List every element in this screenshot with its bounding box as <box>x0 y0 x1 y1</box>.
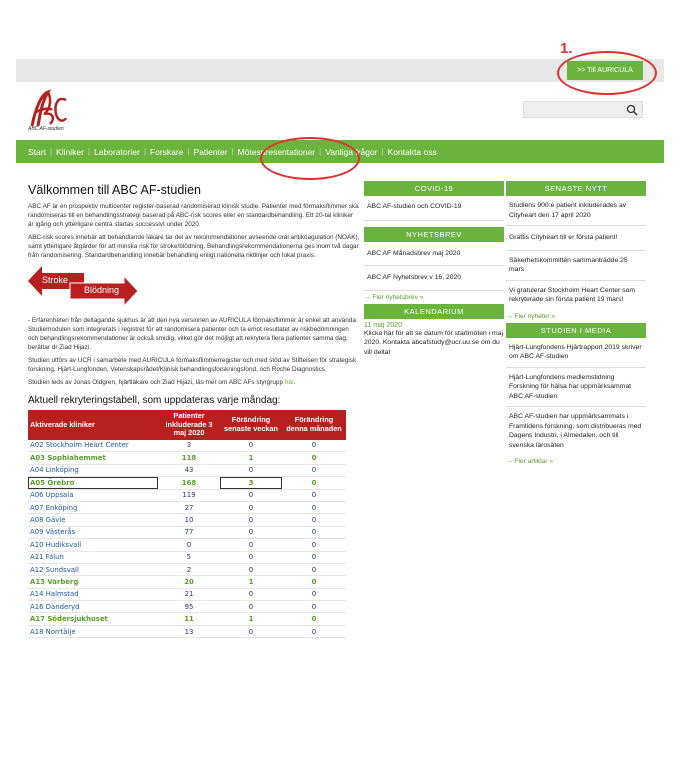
logo-tagline: ABC AF-studien <box>28 126 64 132</box>
news-item[interactable]: Grattis Cityheart till er första patient! <box>506 226 646 251</box>
nav-separator: | <box>143 147 146 156</box>
nav-item-laboratorier[interactable]: Laboratorier <box>93 146 140 157</box>
week-change-cell: 3 <box>220 477 282 489</box>
covid-heading: COVID-19 <box>364 181 504 196</box>
patients-cell: 20 <box>158 576 220 588</box>
leadership-end: . <box>293 379 296 386</box>
table-row <box>28 539 346 551</box>
newsletter-heading: NYHETSBREV <box>364 227 504 242</box>
table-row <box>28 452 346 464</box>
table-row <box>28 601 346 613</box>
table-row <box>28 588 346 600</box>
patients-cell: 10 <box>158 514 220 526</box>
nav-separator: | <box>87 147 90 156</box>
table-row <box>28 489 346 501</box>
month-change-cell: 0 <box>282 526 346 538</box>
table-row <box>28 514 346 526</box>
clinic-name-cell[interactable]: A08 Gävle <box>28 514 158 526</box>
clinic-name-cell[interactable]: A16 Danderyd <box>28 601 158 613</box>
clinic-name-cell[interactable]: A05 Örebro <box>28 477 158 489</box>
patients-cell: 5 <box>158 551 220 563</box>
patients-cell: 3 <box>158 440 220 452</box>
month-change-cell: 0 <box>282 539 346 551</box>
column-header-week-change: Förändring senaste veckan <box>220 410 282 440</box>
week-change-cell: 0 <box>220 464 282 476</box>
clinic-name-cell[interactable]: A03 Sophiahemmet <box>28 452 158 464</box>
month-change-cell: 0 <box>282 625 346 637</box>
nav-separator: | <box>319 147 322 156</box>
patients-cell: 168 <box>158 477 220 489</box>
patients-cell: 43 <box>158 464 220 476</box>
table-row <box>28 563 346 575</box>
month-change-cell: 0 <box>282 477 346 489</box>
table-row <box>28 551 346 563</box>
clinic-name-cell[interactable]: A13 Varberg <box>28 576 158 588</box>
annotation-number: 1. <box>560 40 573 57</box>
month-change-cell: 0 <box>282 601 346 613</box>
more-newsletters-link[interactable]: → Fler nyhetsbrev » <box>364 293 424 301</box>
nav-item-start[interactable]: Start <box>28 146 46 157</box>
nav-item-vanliga-fragor[interactable]: Vanliga frågor <box>325 146 378 157</box>
table-row <box>28 613 346 625</box>
table-row <box>28 477 346 489</box>
clinic-name-cell[interactable]: A09 Västerås <box>28 526 158 538</box>
table-row <box>28 625 346 637</box>
more-news-link[interactable]: → Fler nyheter » <box>506 312 556 320</box>
nav-separator: | <box>187 147 190 156</box>
week-change-cell: 0 <box>220 539 282 551</box>
clinic-name-cell[interactable]: A07 Enköping <box>28 501 158 513</box>
search-icon[interactable] <box>626 104 638 116</box>
week-change-cell: 0 <box>220 563 282 575</box>
month-change-cell: 0 <box>282 563 346 575</box>
arrow-label-blodning: Blödning <box>84 285 120 295</box>
nav-separator: | <box>231 147 234 156</box>
news-item[interactable]: Studiens 900:e patient inkluderades av Cityheart den 17 april 2020 <box>506 196 646 226</box>
nav-item-patienter[interactable]: Patienter <box>193 146 228 157</box>
week-change-cell: 0 <box>220 501 282 513</box>
media-item[interactable]: Hjärt-Lungfondens Hjärtrapport 2019 skriver om ABC AF-studien <box>506 338 646 368</box>
media-item[interactable]: Hjärt-Lungfondens medlemstidning Forskning för hälsa har uppmärksammat ABC AF-studien <box>506 368 646 408</box>
clinic-name-cell[interactable]: A06 Uppsala <box>28 489 158 501</box>
news-item[interactable]: Säkerhetskommittén sammanträdde 25 mars <box>506 251 646 281</box>
clinic-name-cell[interactable]: A14 Halmstad <box>28 588 158 600</box>
week-change-cell: 0 <box>220 551 282 563</box>
clinic-name-cell[interactable]: A10 Hudiksvall <box>28 539 158 551</box>
media-item[interactable]: ABC AF-studien har uppmärksammats i Framtidens forskning, som distribueras med Dagens Industri, i Almedalen, och till svenska lärosäten <box>509 413 642 449</box>
leadership-text: Studien leds av Jonas Oldgren, hjärtläkare och Ziad Hijazi, läs mer om ABC AFs styrgrupp <box>28 379 285 386</box>
month-change-cell: 0 <box>282 588 346 600</box>
week-change-cell: 1 <box>220 576 282 588</box>
week-change-cell: 0 <box>220 514 282 526</box>
newsletter-item[interactable]: ABC AF Nyhetsbrev v 16, 2020 <box>364 266 504 291</box>
calendar-heading: KALENDARIUM <box>364 304 504 319</box>
latest-news-heading: SENASTE NYTT <box>506 181 646 196</box>
recruitment-table-body <box>28 440 346 638</box>
nav-item-kliniker[interactable]: Kliniker <box>56 146 84 157</box>
intro-paragraph: ABC AF är en prospektiv multicenter register-baserad randomiserad klinisk studie. Patienter med förmaksflimmer ska randomiseras till en behandlingsstrategi baserad på ABC-risk scores eller en standardbehandling. Ett 20-tal kliniker är igång och ytterligare centra startas successivt under 2020. <box>28 203 359 228</box>
newsletter-item[interactable]: ABC AF Månadsbrev maj 2020 <box>364 242 504 267</box>
week-change-cell: 0 <box>220 526 282 538</box>
table-row <box>28 576 346 588</box>
patients-cell: 119 <box>158 489 220 501</box>
patients-cell: 13 <box>158 625 220 637</box>
nav-item-kontakta-oss[interactable]: Kontakta oss <box>387 146 437 157</box>
nav-item-forskare[interactable]: Forskare <box>149 146 184 157</box>
table-row <box>28 526 346 538</box>
news-item[interactable]: Vi gratulerar Stockholm Heart Center som rekryterade sin första patient 19 mars! <box>509 286 636 303</box>
patients-cell: 11 <box>158 613 220 625</box>
week-change-cell: 1 <box>220 452 282 464</box>
calendar-text: Klicka här för att se datum för startmöten i maj 2020. Kontakta abcafstudy@ucr.uu.se om du vill deltal <box>364 329 504 356</box>
main-content <box>28 183 360 638</box>
right-column <box>506 181 646 468</box>
table-row <box>28 464 346 476</box>
funding-paragraph: Studien utförs av UCR i samarbete med AURICULA förmaksflimmerregister och med stöd av Stiftelsen för strategisk forskning, Hjärt-Lungfonden, Vetenskapsrådet/Klinisk behandlingsforskningsfond, och Roche Diagnostics. <box>28 357 357 373</box>
steering-group-link[interactable]: här <box>284 379 294 386</box>
recruitment-table-title: Aktuell rekryteringstabell, som uppdateras varje måndag: <box>28 395 281 406</box>
month-change-cell: 0 <box>282 551 346 563</box>
week-change-cell: 0 <box>220 601 282 613</box>
month-change-cell: 0 <box>282 440 346 452</box>
week-change-cell: 0 <box>220 588 282 600</box>
calendar-date[interactable]: 11 maj 2020 <box>364 321 403 329</box>
search-input[interactable] <box>523 101 643 118</box>
arrow-label-stroke: Stroke <box>42 275 69 285</box>
nav-separator: | <box>381 147 384 156</box>
patients-cell: 21 <box>158 588 220 600</box>
experience-paragraph: - Erfarenheten från deltagande sjukhus är att den nya versionen av AURICULA förmaksflimmer är enkel att använda. Studiemodulen som integrerats i registret för att randomisera patienter och ta emot resultatet av riskbedömningen och behandlingsrekommendationer är också smidig, vilket gör det möjligt att rekrytera flera patienter samma dag, berättar dr Ziad Hijazi. <box>28 317 358 351</box>
patients-cell: 118 <box>158 452 220 464</box>
column-header-clinics: Aktiverade kliniker <box>28 410 158 440</box>
clinic-name-cell[interactable]: A17 Södersjukhuset <box>28 613 158 625</box>
double-arrow-icon <box>28 266 138 306</box>
clinic-name-cell[interactable]: A11 Falun <box>28 551 158 563</box>
clinic-name-cell[interactable]: A04 Linköping <box>28 464 158 476</box>
recruitment-table <box>28 410 346 638</box>
auricula-button[interactable]: >> Till AURICULA <box>567 61 643 80</box>
main-nav <box>16 140 664 163</box>
risk-paragraph: ABC-risk scores innebär att behandlande läkare tar del av rekommendationer avseende oral antikoagulation (NOAK), samt ytterligare åtgärder för att minska risk för stroke/blödning. Behandlingsrekommendationerna ges inom två dagar från randomisering. Standardbehandling innebär behandling enligt nationella riktlinjer och lokal praxis. <box>28 234 360 259</box>
clinic-name-cell[interactable]: A02 Stockholm Heart Center <box>28 440 158 452</box>
nav-separator: | <box>49 147 53 156</box>
month-change-cell: 0 <box>282 576 346 588</box>
media-heading: STUDIEN I MEDIA <box>506 323 646 338</box>
patients-cell: 2 <box>158 563 220 575</box>
month-change-cell: 0 <box>282 514 346 526</box>
covid-link[interactable]: ABC AF-studien och COVID-19 <box>364 196 504 221</box>
table-row <box>28 440 346 452</box>
month-change-cell: 0 <box>282 501 346 513</box>
column-header-patients: Patienter inkluderade 3 maj 2020 <box>158 410 220 440</box>
patients-cell: 0 <box>158 539 220 551</box>
middle-column <box>364 181 504 357</box>
patients-cell: 95 <box>158 601 220 613</box>
week-change-cell: 0 <box>220 440 282 452</box>
nav-item-motespresentationer[interactable]: Mötespresentationer <box>237 146 316 157</box>
page-title: Välkommen till ABC AF-studien <box>28 183 201 197</box>
month-change-cell: 0 <box>282 613 346 625</box>
week-change-cell: 1 <box>220 613 282 625</box>
table-row <box>28 501 346 513</box>
clinic-name-cell[interactable]: A12 Sundsvall <box>28 563 158 575</box>
month-change-cell: 0 <box>282 489 346 501</box>
column-header-month-change: Förändring denna månaden <box>282 410 346 440</box>
stroke-bleeding-graphic <box>28 266 138 306</box>
more-articles-link[interactable]: → Fler artiklar » <box>506 458 553 465</box>
leadership-paragraph <box>28 378 360 387</box>
patients-cell: 77 <box>158 526 220 538</box>
clinic-name-cell[interactable]: A18 Norrtälje <box>28 625 158 637</box>
patients-cell: 27 <box>158 501 220 513</box>
week-change-cell: 0 <box>220 489 282 501</box>
month-change-cell: 0 <box>282 464 346 476</box>
week-change-cell: 0 <box>220 625 282 637</box>
month-change-cell: 0 <box>282 452 346 464</box>
